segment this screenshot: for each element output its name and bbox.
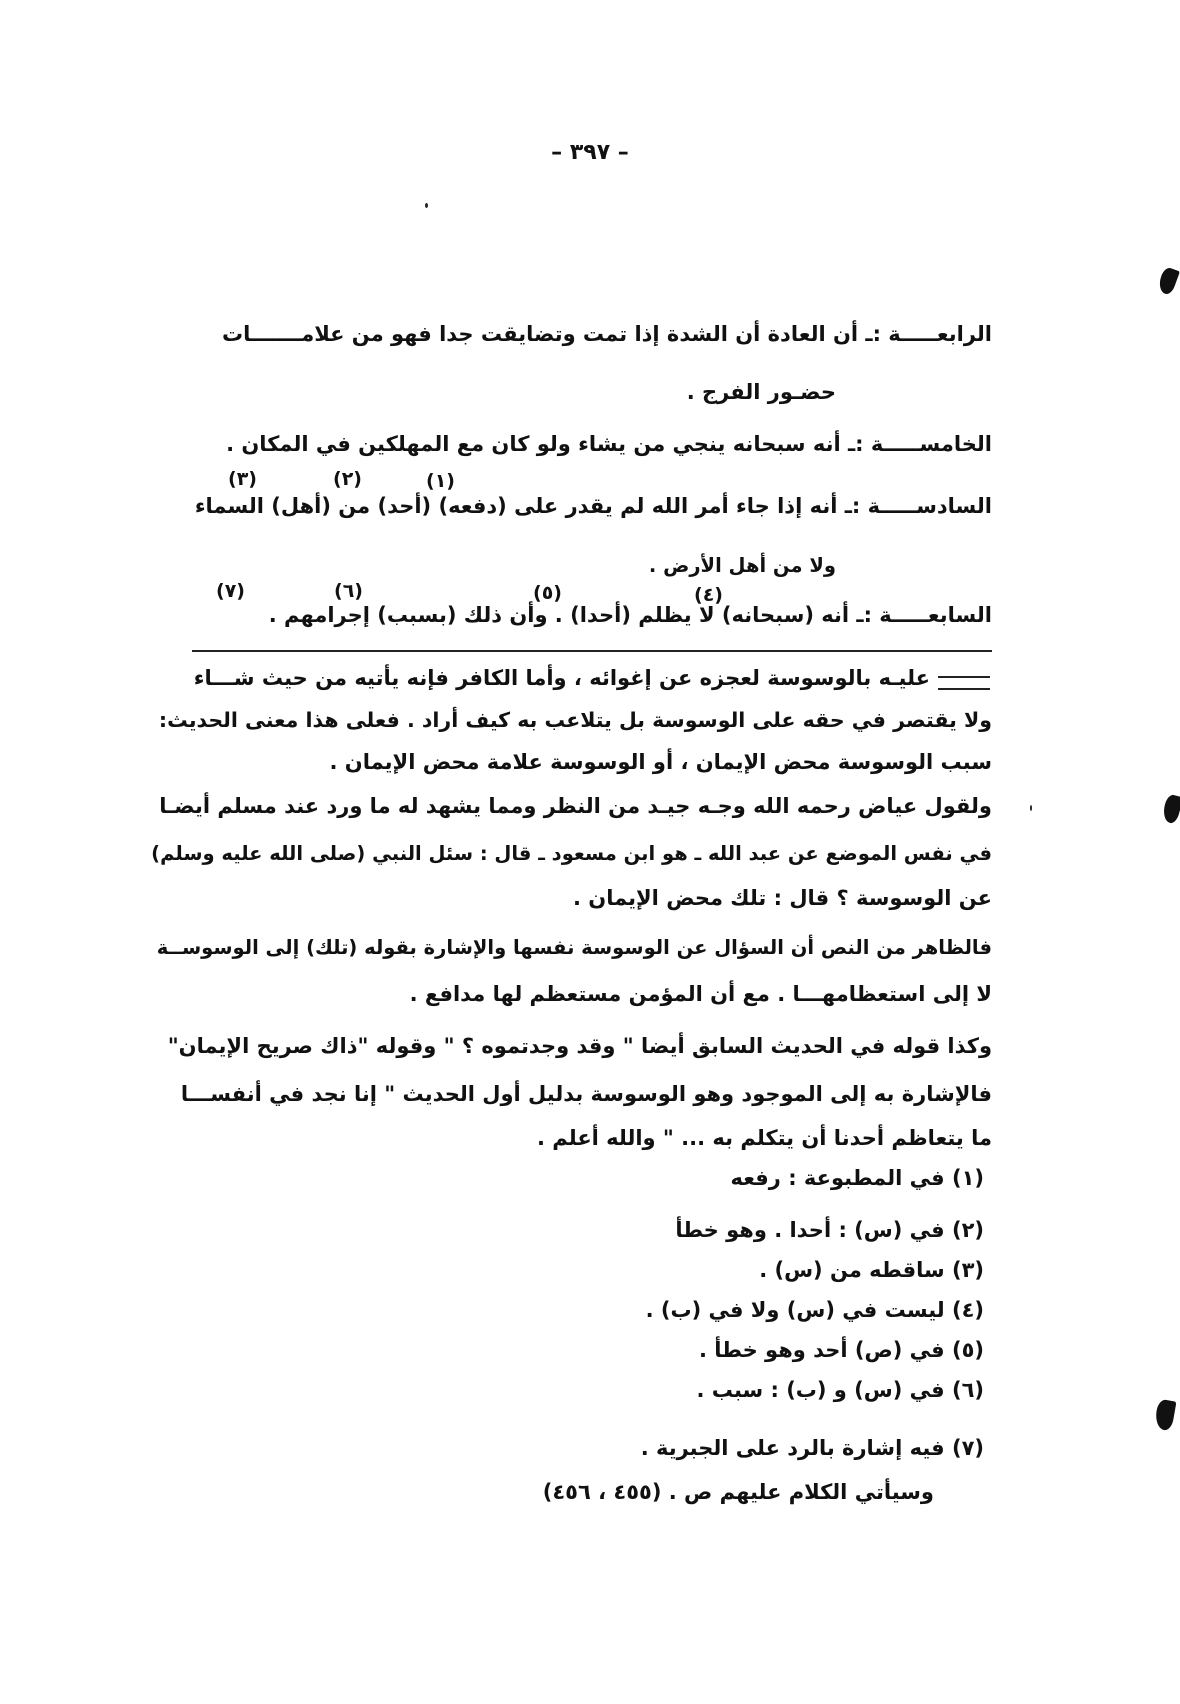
text-line: سبب الوسوسة محض الإيمان ، أو الوسوسة علامة محض الإيمان . xyxy=(329,750,992,774)
footnote-marker: (٢) xyxy=(333,468,362,490)
footnote: (١) في المطبوعة : رفعه xyxy=(730,1166,984,1190)
text-line: حضـور الفرج . xyxy=(686,380,836,404)
footnote: (٧) فيه إشارة بالرد على الجبرية . xyxy=(640,1436,984,1460)
footnote: وسيأتي الكلام عليهم ص . (٤٥٥ ، ٤٥٦) xyxy=(542,1480,934,1504)
text-line: السادســـــة :ـ أنه إذا جاء أمر الله لم يقدر على (دفعه) (أحد) من (أهل) السماء xyxy=(194,494,992,518)
text-line: الرابعـــــة :ـ أن العادة أن الشدة إذا تمت وتضايقت جدا فهو من علامـــــــات xyxy=(221,322,992,346)
text-line: فالإشارة به إلى الموجود وهو الوسوسة بدليل أول الحديث " إنا نجد في أنفســـا xyxy=(180,1082,992,1106)
page-number: – ٣٩٧ – xyxy=(551,140,629,165)
footnote: (٥) في (ص) أحد وهو خطأ . xyxy=(698,1338,984,1362)
scan-blot xyxy=(1161,793,1180,824)
scan-blot xyxy=(1156,266,1180,296)
continuation-mark xyxy=(938,676,990,690)
text-line: ولا من أهل الأرض . xyxy=(648,554,836,577)
footnote-marker: (١) xyxy=(426,470,455,492)
scan-blot xyxy=(1154,1399,1177,1432)
footnote: (٢) في (س) : أحدا . وهو خطأ xyxy=(675,1218,984,1242)
text-line: ولقول عياض رحمه الله وجـه جيـد من النظر ومما يشهد له ما ورد عند مسلم أيضـا xyxy=(159,794,992,818)
footnote-marker: (٥) xyxy=(533,582,562,604)
text-line: ولا يقتصر في حقه على الوسوسة بل يتلاعب به كيف أراد . فعلى هذا معنى الحديث: xyxy=(158,708,992,732)
footnote: (٤) ليست في (س) ولا في (ب) . xyxy=(645,1298,984,1322)
text-line: في نفس الموضع عن عبد الله ـ هو ابن مسعود ـ قال : سئل النبي (صلى الله عليه وسلم) xyxy=(151,842,992,865)
footnote-marker: (٣) xyxy=(228,468,257,490)
footnote-marker: (٦) xyxy=(334,580,363,602)
text-line: ما يتعاظم أحدنا أن يتكلم به ... " والله أعلم . xyxy=(536,1126,992,1150)
text-line: وكذا قوله في الحديث السابق أيضا " وقد وجدتموه ؟ " وقوله "ذاك صريح الإيمان" xyxy=(167,1034,992,1058)
footnote: (٣) ساقطه من (س) . xyxy=(759,1258,984,1282)
scan-speck xyxy=(425,203,428,208)
footnote: (٦) في (س) و (ب) : سبب . xyxy=(696,1378,984,1402)
footnote-marker: (٤) xyxy=(694,584,723,606)
footnote-marker: (٧) xyxy=(216,580,245,602)
text-line: عليـه بالوسوسة لعجزه عن إغوائه ، وأما الكافر فإنه يأتيه من حيث شـــاء xyxy=(193,666,930,690)
text-line: الخامســـــة :ـ أنه سبحانه ينجي من يشاء ولو كان مع المهلكين في المكان . xyxy=(226,432,992,456)
text-line: السابعـــــة :ـ أنه (سبحانه) لا يظلم (أحدا) . وأن ذلك (بسبب) إجرامهم . xyxy=(268,603,992,627)
scan-speck xyxy=(1030,805,1032,811)
text-line: فالظاهر من النص أن السؤال عن الوسوسة نفسها والإشارة بقوله (تلك) إلى الوسوســة xyxy=(156,936,992,959)
text-line: لا إلى استعظامهـــا . مع أن المؤمن مستعظم لها مدافع . xyxy=(409,982,992,1006)
footnote-separator xyxy=(192,650,992,652)
text-line: عن الوسوسة ؟ قال : تلك محض الإيمان . xyxy=(572,886,992,910)
